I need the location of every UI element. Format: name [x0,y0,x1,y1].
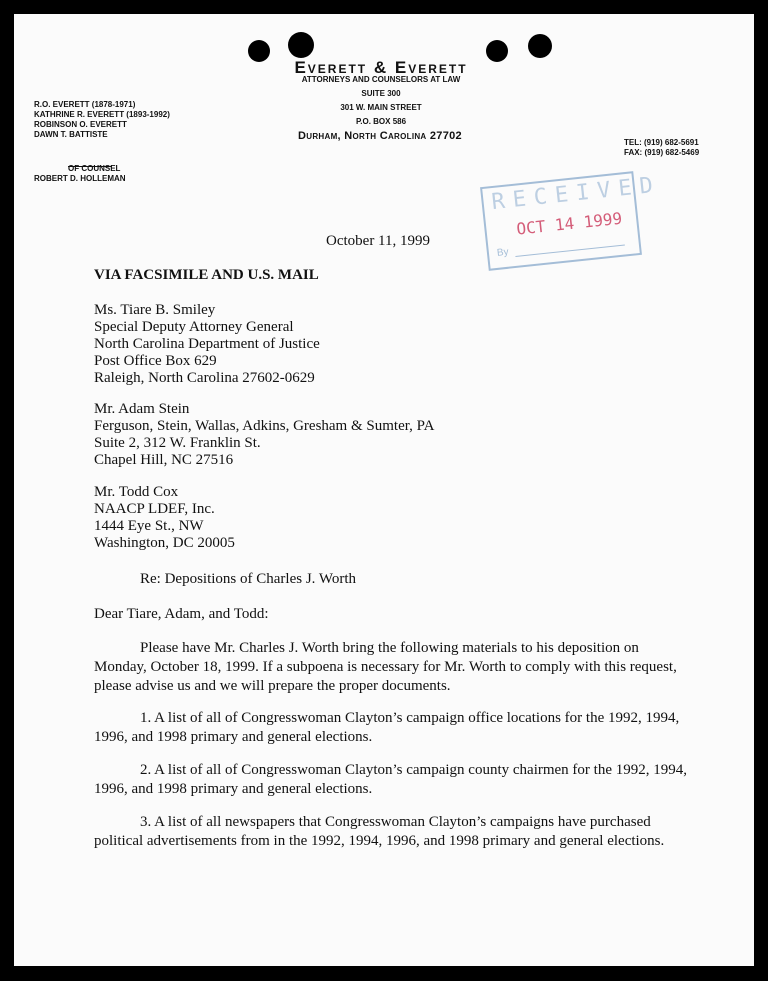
address-line: North Carolina Department of Justice [94,336,320,352]
list-item [94,761,694,799]
list-item [94,709,694,747]
firm-tagline: ATTORNEYS AND COUNSELORS AT LAW [301,75,461,84]
punch-hole-center-icon [288,32,314,58]
list-item [94,813,694,851]
stamp-title: RECEIVED [490,172,663,216]
punch-hole-right-a-icon [486,40,508,62]
firm-name: Everett & Everett [294,58,468,77]
partner-name: R.O. EVERETT (1878-1971) [34,100,136,109]
partner-name: DAWN T. BATTISTE [34,130,108,139]
stamp-signature-line [515,244,625,256]
delivery-method: VIA FACSIMILE AND U.S. MAIL [94,267,319,283]
body-paragraph [94,639,694,696]
paragraph-text: 1. A list of all of Congresswoman Clayton’s campaign office locations for the 1992, 1994, 1996, and 1998 primary and general elections. [94,710,680,745]
firm-city: Durham, North Carolina 27702 [298,130,462,142]
address-line: NAACP LDEF, Inc. [94,501,215,517]
address-line: Ferguson, Stein, Wallas, Adkins, Gresham & Sumter, PA [94,418,435,434]
stamp-by-label: By [496,246,510,259]
address-line: Raleigh, North Carolina 27602-0629 [94,370,315,386]
stamp-date: OCT 14 1999 [515,208,623,239]
telephone: TEL: (919) 682-5691 [624,138,699,147]
of-counsel-block [34,164,144,184]
recipient-block [94,401,434,469]
address-line: Washington, DC 20005 [94,535,235,551]
of-counsel-name: ROBERT D. HOLLEMAN [34,174,126,183]
firm-suite: SUITE 300 [361,89,401,98]
address-line: Mr. Todd Cox [94,484,179,500]
address-line: Chapel Hill, NC 27516 [94,452,234,468]
firm-street: 301 W. MAIN STREET [340,103,422,112]
punch-hole-right-b-icon [528,34,552,58]
of-counsel-label: OF COUNSEL [68,164,121,173]
received-stamp [480,171,663,271]
letter-page [14,14,754,966]
contact-block [624,138,699,158]
paragraph-text: 3. A list of all newspapers that Congresswoman Clayton’s campaigns have purchased political advertisements from in the 1992, 1994, 1996, and 1998 primary and general elections. [94,814,665,849]
address-line: Special Deputy Attorney General [94,319,294,335]
partner-list [34,100,170,140]
paragraph-text: Please have Mr. Charles J. Worth bring the following materials to his deposition on Monday, October 18, 1999. If a subpoena is necessary for Mr. Worth to comply with this request, please advise us and we will prepare the proper documents. [94,640,677,694]
fax: FAX: (919) 682-5469 [624,148,700,157]
recipient-block [94,302,320,387]
address-line: Suite 2, 312 W. Franklin St. [94,435,261,451]
firm-po-box: P.O. BOX 586 [355,117,407,126]
recipient-block [94,484,235,552]
address-line: Ms. Tiare B. Smiley [94,302,216,318]
salutation: Dear Tiare, Adam, and Todd: [94,606,269,622]
partner-name: KATHRINE R. EVERETT (1893-1992) [34,110,170,119]
letter-date: October 11, 1999 [326,233,431,249]
address-line: 1444 Eye St., NW [94,518,204,534]
address-line: Post Office Box 629 [94,353,217,369]
address-line: Mr. Adam Stein [94,401,190,417]
subject-line: Re: Depositions of Charles J. Worth [140,571,356,587]
partner-name: ROBINSON O. EVERETT [34,120,127,129]
paragraph-text: 2. A list of all of Congresswoman Clayton’s campaign county chairmen for the 1992, 1994, 1996, and 1998 primary and general elections. [94,762,687,797]
punch-hole-left-icon [248,40,270,62]
